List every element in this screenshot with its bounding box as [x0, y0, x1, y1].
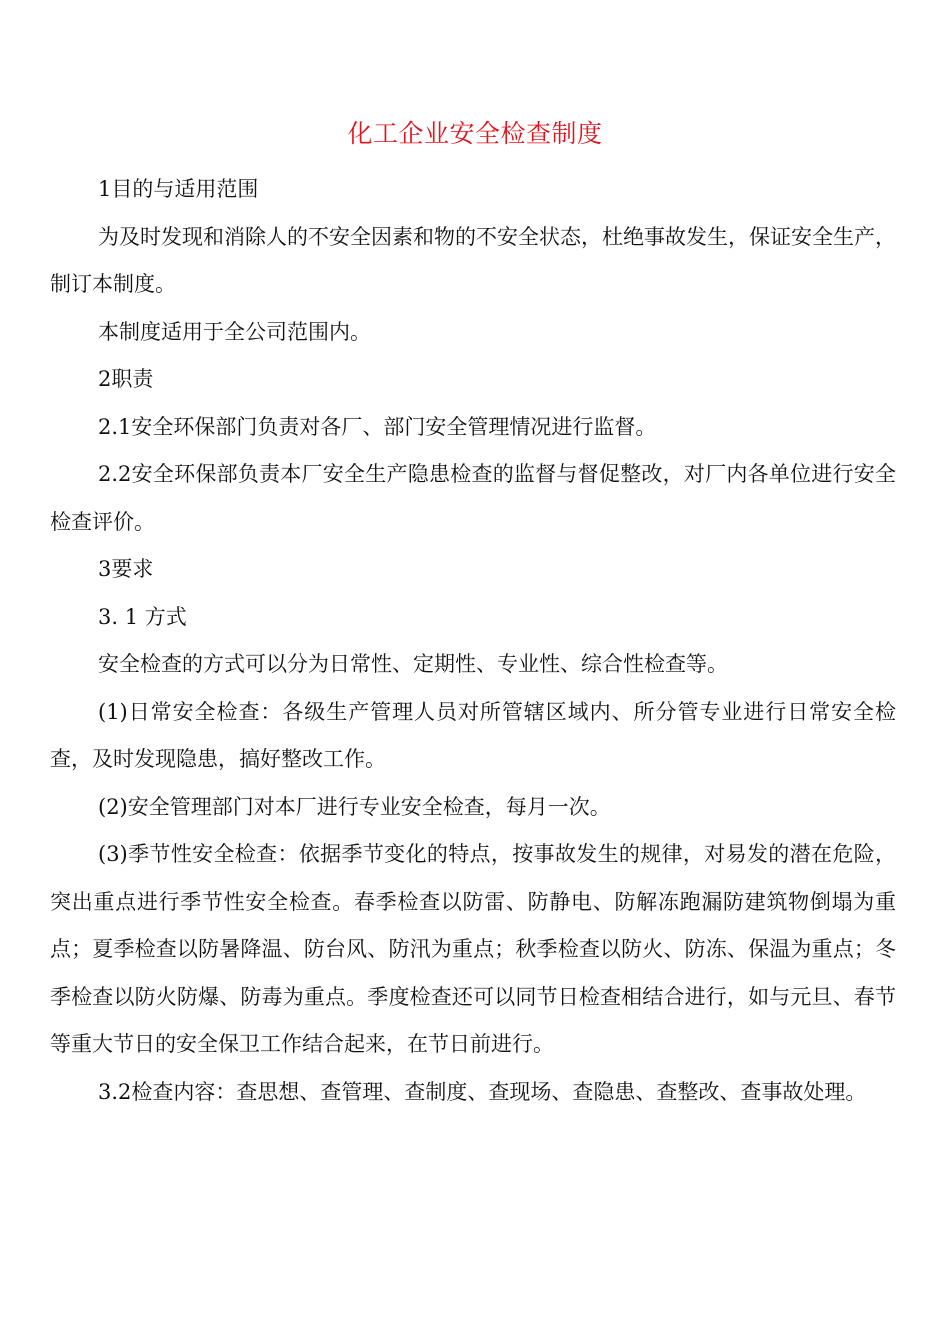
subsection-heading-methods: 3. 1 方式	[98, 604, 187, 629]
paragraph-methods: 安全检查的方式可以分为日常性、定期性、专业性、综合性检查等。	[98, 652, 728, 676]
list-item-seasonal-check: (3)季节性安全检查：依据季节变化的特点，按事故发生的规律，对易发的潜在危险，突出重点进行季节性安全检查。春季检查以防雷、防静电、防解冻跑漏防建筑物倒塌为重点；夏季检查以防暑降温、防台风、防汛为重点；秋季检查以防火、防冻、保温为重点；冬季检查以防火防爆、防毒为重点。季度检查还可以同节日检查相结合进行，如与元旦、春节等重大节日的安全保卫工作结合起来，在节日前进行。	[50, 842, 896, 1056]
paragraph-purpose: 为及时发现和消除人的不安全因素和物的不安全状态，杜绝事故发生，保证安全生产，制订本制度。	[50, 224, 896, 296]
paragraph-check-content: 3.2检查内容：查思想、查管理、查制度、查现场、查隐患、查整改、查事故处理。	[98, 1079, 867, 1104]
document-title: 化工企业安全检查制度	[347, 119, 603, 148]
list-item-daily-check: (1)日常安全检查：各级生产管理人员对所管辖区域内、所分管专业进行日常安全检查，及时发现隐患，搞好整改工作。	[50, 699, 896, 771]
list-item-monthly-check: (2)安全管理部门对本厂进行专业安全检查，每月一次。	[98, 794, 611, 819]
paragraph-scope: 本制度适用于全公司范围内。	[98, 319, 371, 344]
section-heading-duties: 2职责	[98, 367, 154, 391]
paragraph-duty-2-1: 2.1安全环保部门负责对各厂、部门安全管理情况进行监督。	[98, 414, 657, 439]
paragraph-duty-2-2: 2.2安全环保部负责本厂安全生产隐患检查的监督与督促整改，对厂内各单位进行安全检查评价。	[50, 462, 896, 534]
section-heading-requirements: 3要求	[98, 557, 154, 581]
section-heading-purpose: 1目的与适用范围	[98, 177, 259, 201]
document-body	[50, 166, 896, 1116]
